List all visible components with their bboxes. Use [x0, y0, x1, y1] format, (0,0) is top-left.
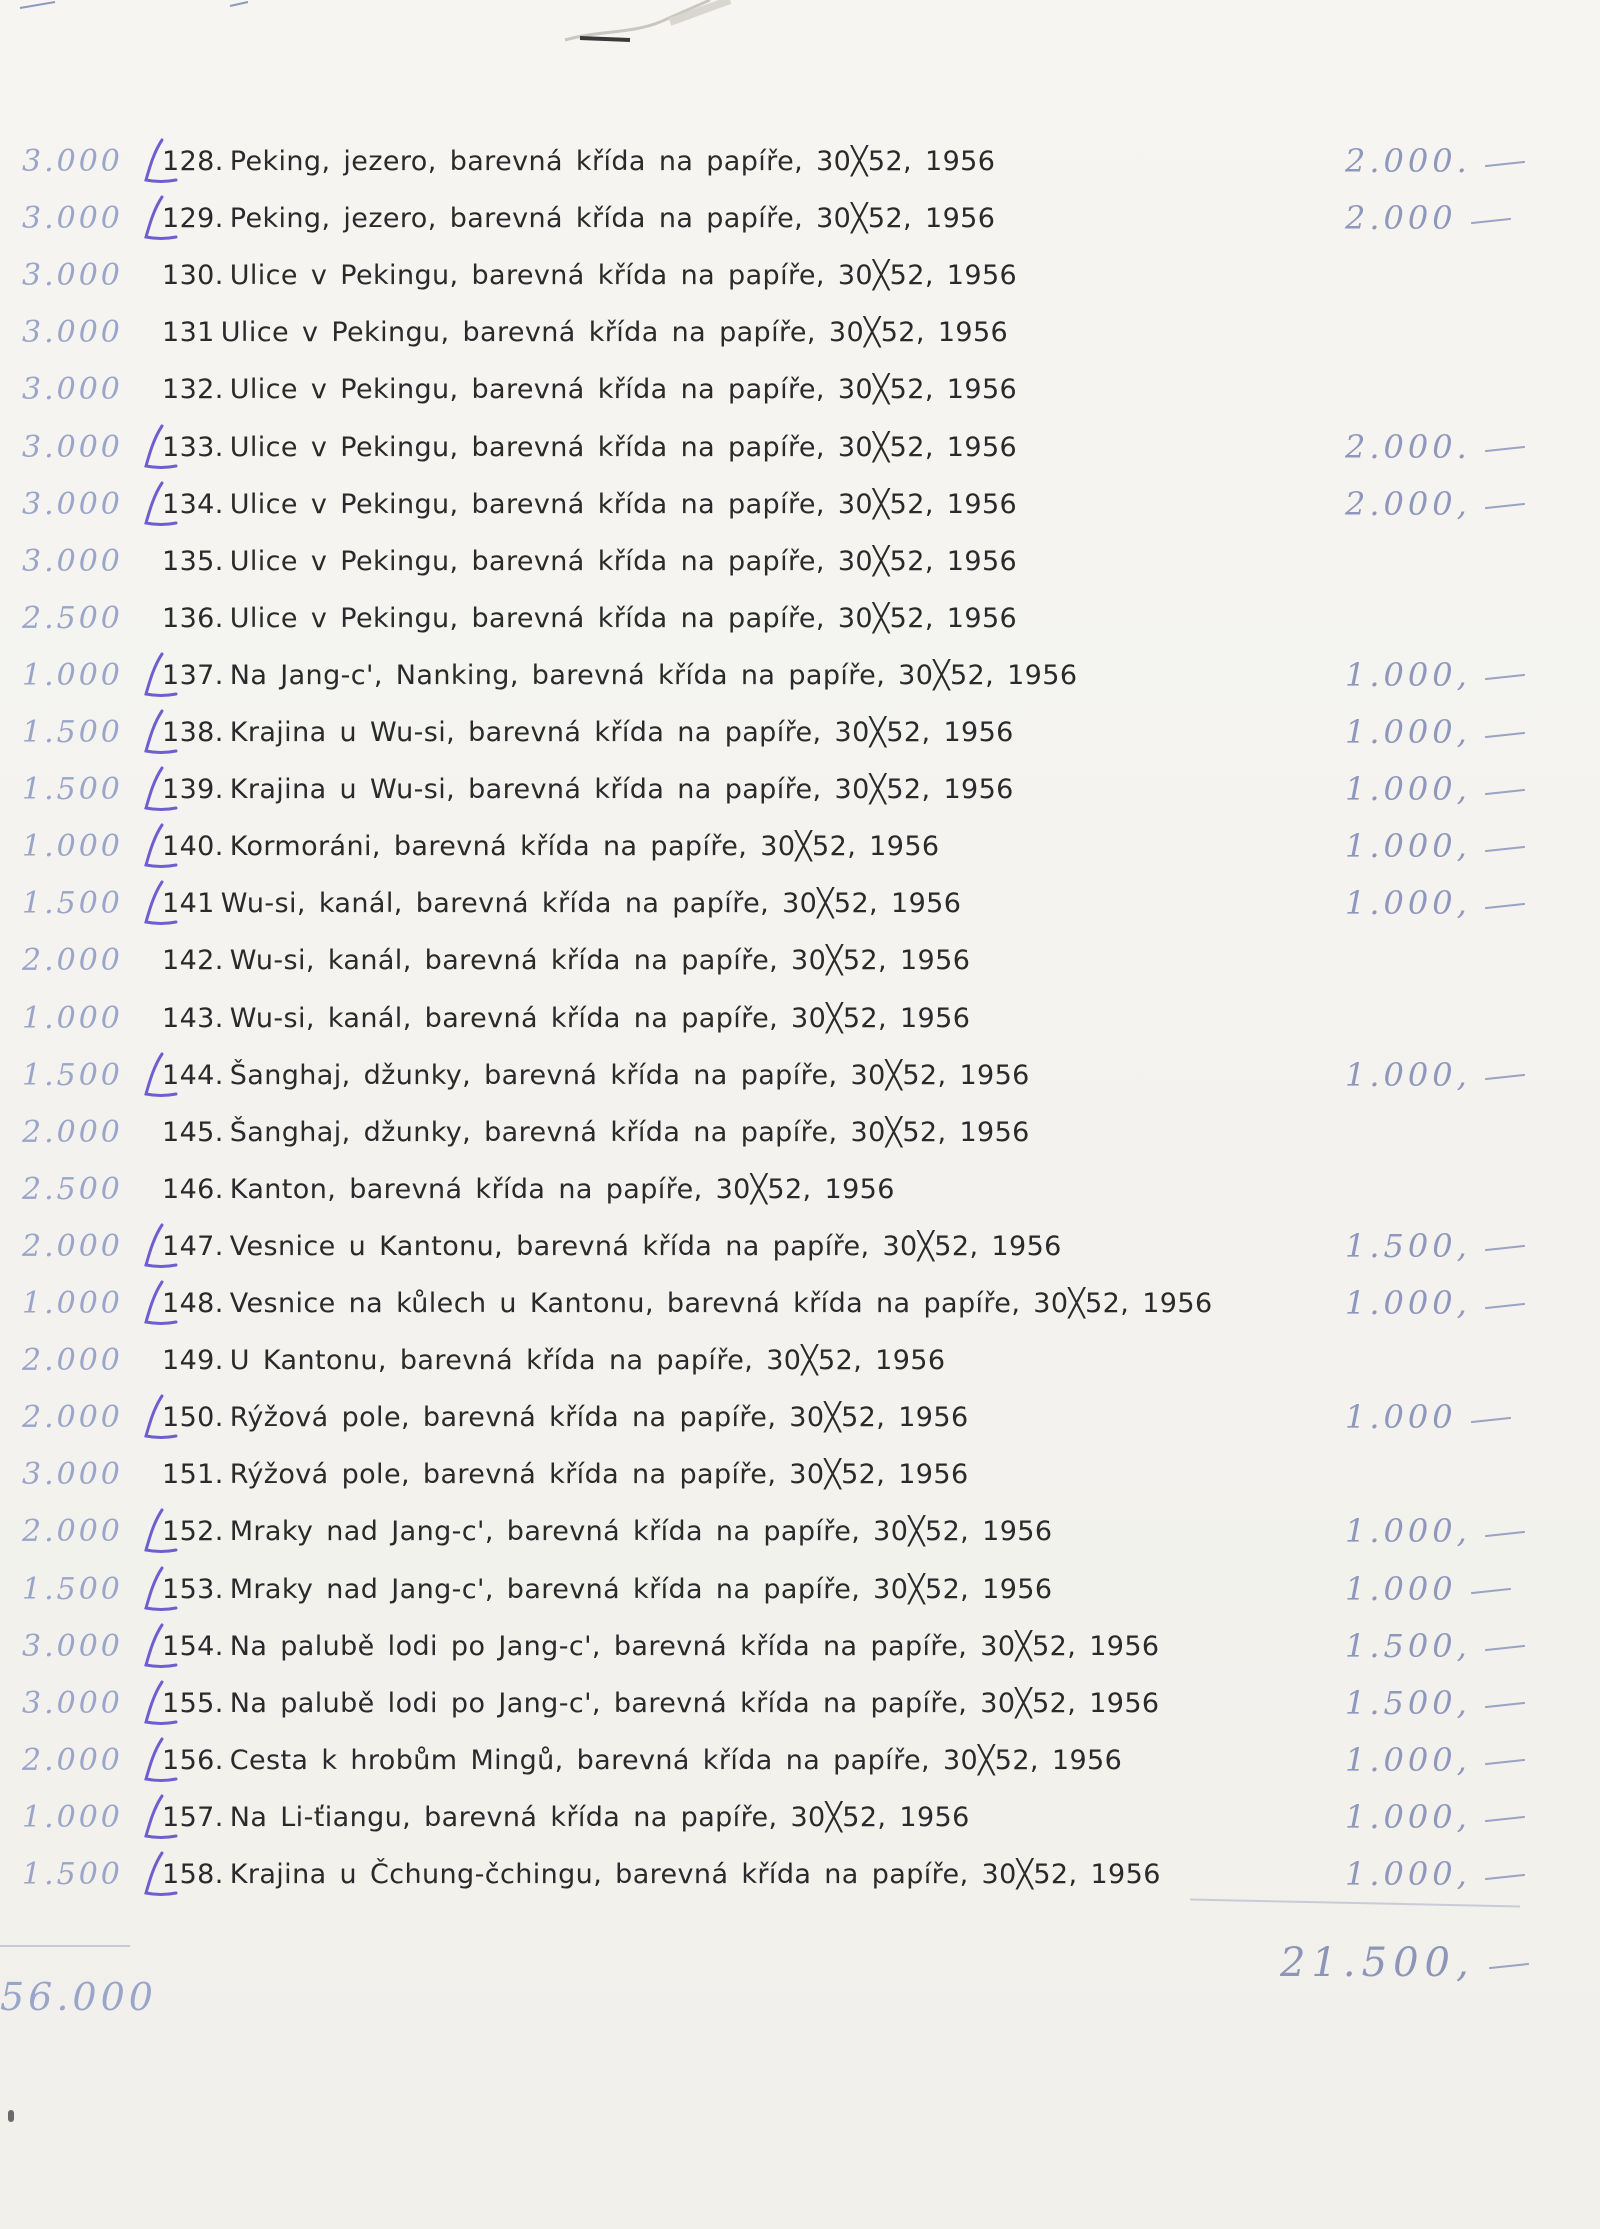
- catalog-entry: [162, 1345, 945, 1376]
- entry-number: 133.: [162, 431, 224, 463]
- catalog-entry: [162, 1174, 895, 1205]
- catalog-row: [0, 250, 1600, 307]
- catalog-entry: [162, 1003, 970, 1034]
- catalog-row: [0, 1164, 1600, 1221]
- dash-mark: [1485, 1645, 1525, 1651]
- catalog-row: [0, 1449, 1600, 1506]
- catalog-row: [0, 650, 1600, 707]
- entry-number: 129.: [162, 203, 224, 235]
- entry-text: Vesnice na kůlech u Kantonu, barevná křída na papíře, 30╳52, 1956: [229, 1288, 1213, 1319]
- entry-text: Kormoráni, barevná křída na papíře, 30╳52, 1956: [229, 831, 940, 863]
- dash-mark: [1485, 1531, 1525, 1537]
- catalog-row: [0, 1050, 1600, 1107]
- catalog-row: [0, 479, 1600, 536]
- entry-text: Ulice v Pekingu, barevná křída na papíře, 30╳52, 1956: [229, 374, 1018, 406]
- entry-text: Ulice v Pekingu, barevná křída na papíře, 30╳52, 1956: [229, 260, 1018, 292]
- price-left-handwritten: 1.500: [22, 1057, 123, 1093]
- entry-number: 155.: [162, 1687, 224, 1719]
- entry-text: Rýžová pole, barevná křída na papíře, 30╳52, 1956: [229, 1459, 969, 1491]
- price-right-value: 2.000,: [1345, 484, 1471, 523]
- catalog-row: [0, 878, 1600, 935]
- dash-mark: [1485, 846, 1525, 852]
- entry-number: 128.: [162, 146, 224, 177]
- catalog-row: [0, 1278, 1600, 1335]
- entry-number: 138.: [162, 717, 224, 748]
- entry-number: 136.: [162, 602, 224, 634]
- price-right-value: 2.000: [1345, 199, 1457, 238]
- price-right-handwritten: [1345, 142, 1545, 180]
- total-left-handwritten: 56.000: [0, 1975, 157, 2019]
- total-right-handwritten: [1280, 1940, 1529, 1986]
- price-right-handwritten: [1345, 656, 1545, 694]
- catalog-entry: [162, 432, 1017, 463]
- catalog-entry: [162, 1117, 1030, 1148]
- price-right-handwritten: [1345, 1284, 1545, 1322]
- entry-number: 150.: [162, 1402, 224, 1434]
- entry-text: Na Li-ťiangu, barevná křída na papíře, 30╳52, 1956: [229, 1801, 970, 1833]
- dash-mark: [1471, 218, 1511, 224]
- catalog-row: [0, 1221, 1600, 1278]
- entry-text: Krajina u Wu-si, barevná křída na papíře, 30╳52, 1956: [229, 717, 1014, 748]
- price-left-handwritten: 3.000: [22, 486, 123, 522]
- price-left-handwritten: 2.000: [22, 1114, 123, 1150]
- price-left-handwritten: 3.000: [22, 1457, 123, 1493]
- catalog-row: [0, 764, 1600, 821]
- catalog-row: [0, 1678, 1600, 1735]
- entry-text: Ulice v Pekingu, barevná křída na papíře, 30╳52, 1956: [229, 488, 1018, 520]
- price-left-handwritten: 2.000: [22, 1400, 123, 1436]
- catalog-row: [0, 821, 1600, 878]
- price-left-handwritten: 2.000: [22, 1228, 123, 1264]
- entry-number: 158.: [162, 1859, 224, 1890]
- entry-number: 151.: [162, 1459, 224, 1491]
- price-right-value: 1.000,: [1345, 1055, 1471, 1094]
- dash-mark: [1485, 1074, 1525, 1080]
- catalog-row: [0, 1107, 1600, 1164]
- catalog-entry: [162, 374, 1017, 405]
- price-right-value: 1.500,: [1345, 1626, 1471, 1665]
- price-right-handwritten: [1345, 1855, 1545, 1893]
- catalog-entry: [162, 888, 961, 919]
- price-left-handwritten: 3.000: [22, 372, 123, 408]
- entry-text: Vesnice u Kantonu, barevná křída na papíře, 30╳52, 1956: [229, 1230, 1062, 1262]
- catalog-entry: [162, 603, 1017, 634]
- price-right-value: 1.000: [1345, 1569, 1457, 1608]
- entry-number: 132.: [162, 374, 224, 406]
- dash-mark: [1485, 903, 1525, 909]
- price-right-handwritten: [1345, 1227, 1545, 1265]
- entry-number: 142.: [162, 945, 224, 977]
- price-right-handwritten: [1345, 713, 1545, 751]
- entry-text: Cesta k hrobům Mingů, barevná křída na papíře, 30╳52, 1956: [229, 1744, 1123, 1776]
- price-left-handwritten: 2.000: [22, 943, 123, 979]
- catalog-row: [0, 1564, 1600, 1621]
- catalog-entry: [162, 1745, 1122, 1776]
- price-right-value: 1.000,: [1345, 884, 1471, 923]
- dash-mark: [1485, 446, 1525, 452]
- entry-text: Peking, jezero, barevná křída na papíře, 30╳52, 1956: [229, 203, 996, 235]
- price-right-handwritten: [1345, 770, 1545, 808]
- price-right-value: 1.000,: [1345, 1855, 1471, 1893]
- price-left-handwritten: 1.500: [22, 772, 123, 808]
- price-right-value: 1.000,: [1345, 1740, 1471, 1779]
- catalog-row: [0, 1392, 1600, 1449]
- corner-ink-marks: [0, 0, 300, 20]
- catalog-entry: [162, 1802, 970, 1833]
- dash-mark: [1485, 1816, 1525, 1822]
- entry-text: Šanghaj, džunky, barevná křída na papíře, 30╳52, 1956: [229, 1059, 1030, 1091]
- dash-mark: [1485, 1759, 1525, 1765]
- price-left-handwritten: 3.000: [22, 315, 123, 351]
- catalog-row: [0, 1735, 1600, 1792]
- entry-number: 139.: [162, 774, 224, 806]
- price-right-handwritten: [1345, 428, 1545, 466]
- price-left-handwritten: 1.000: [22, 1799, 123, 1835]
- price-right-handwritten: [1345, 827, 1545, 865]
- catalog-entry: [162, 260, 1017, 291]
- dash-mark: [1485, 1302, 1525, 1308]
- price-right-value: 1.000: [1345, 1398, 1457, 1437]
- catalog-row: [0, 536, 1600, 593]
- catalog-entry: [162, 146, 995, 177]
- entry-number: 156.: [162, 1744, 224, 1776]
- price-right-value: 1.500,: [1345, 1683, 1471, 1722]
- price-right-handwritten: [1345, 199, 1545, 237]
- price-left-handwritten: 1.500: [22, 715, 123, 750]
- catalog-entry: [162, 717, 1014, 748]
- catalog-row: [0, 935, 1600, 992]
- entry-text: Ulice v Pekingu, barevná křída na papíře, 30╳52, 1956: [229, 545, 1018, 577]
- price-right-value: 1.000,: [1345, 1284, 1471, 1322]
- entry-number: 152.: [162, 1516, 224, 1548]
- price-left-handwritten: 2.000: [22, 1514, 123, 1550]
- entry-number: 140.: [162, 831, 224, 863]
- catalog-entry: [162, 1231, 1062, 1262]
- entry-number: 149.: [162, 1345, 224, 1377]
- catalog-row: [0, 193, 1600, 250]
- price-right-handwritten: [1345, 1056, 1545, 1094]
- price-left-handwritten: 3.000: [22, 201, 123, 237]
- entry-text: Mraky nad Jang-c', barevná křída na papíře, 30╳52, 1956: [229, 1516, 1053, 1548]
- catalog-entry: [162, 1574, 1052, 1605]
- price-left-handwritten: 3.000: [22, 543, 123, 579]
- price-left-handwritten: 2.000: [22, 1343, 123, 1379]
- price-right-handwritten: [1345, 1684, 1545, 1722]
- entry-text: Kanton, barevná křída na papíře, 30╳52, 1956: [229, 1173, 895, 1205]
- catalog-row: [0, 707, 1600, 764]
- entry-text: Krajina u Wu-si, barevná křída na papíře, 30╳52, 1956: [229, 774, 1014, 806]
- price-left-handwritten: 1.500: [22, 886, 123, 922]
- torn-paper-edge: [560, 0, 740, 50]
- entry-text: Šanghaj, džunky, barevná křída na papíře, 30╳52, 1956: [229, 1116, 1030, 1148]
- catalog-row: [0, 593, 1600, 650]
- catalog-entry: [162, 203, 995, 234]
- entry-number: 147.: [162, 1230, 224, 1262]
- catalog-entry: [162, 1516, 1052, 1547]
- catalog-entry: [162, 1459, 969, 1490]
- catalog-entry: [162, 1859, 1161, 1890]
- entry-number: 137.: [162, 659, 224, 691]
- price-left-handwritten: 1.500: [22, 1857, 123, 1892]
- price-right-value: 1.000,: [1345, 827, 1471, 866]
- price-right-handwritten: [1345, 884, 1545, 922]
- catalog-row: [0, 136, 1600, 193]
- dash-mark: [1485, 160, 1525, 166]
- entry-number: 153.: [162, 1573, 224, 1605]
- entry-number: 131: [162, 317, 215, 349]
- price-left-handwritten: 2.500: [22, 600, 123, 636]
- catalog-row: [0, 364, 1600, 421]
- catalog-entry: [162, 1402, 969, 1433]
- entry-text: Na Jang-c', Nanking, barevná křída na papíře, 30╳52, 1956: [229, 659, 1078, 691]
- entry-text: Peking, jezero, barevná křída na papíře, 30╳52, 1956: [229, 146, 996, 177]
- price-left-handwritten: 3.000: [22, 429, 123, 465]
- price-right-handwritten: [1345, 1512, 1545, 1550]
- dash-mark: [1489, 1963, 1529, 1969]
- price-left-handwritten: 3.000: [22, 1628, 123, 1664]
- entry-text: Na palubě lodi po Jang-c', barevná křída na papíře, 30╳52, 1956: [229, 1687, 1160, 1719]
- entry-number: 157.: [162, 1801, 224, 1833]
- catalog-entry: [162, 1688, 1160, 1719]
- catalog-row: [0, 1792, 1600, 1849]
- price-right-value: 2.000.: [1345, 427, 1471, 466]
- catalog-entry: [162, 774, 1014, 805]
- entry-text: Krajina u Čchung-čchingu, barevná křída na papíře, 30╳52, 1956: [229, 1859, 1161, 1890]
- price-right-value: 1.000,: [1345, 1797, 1471, 1836]
- dash-mark: [1471, 1417, 1511, 1423]
- catalog-entry: [162, 945, 970, 976]
- price-left-handwritten: 3.000: [22, 1685, 123, 1721]
- dash-mark: [1485, 789, 1525, 795]
- price-right-handwritten: [1345, 485, 1545, 523]
- entry-number: 148.: [162, 1288, 224, 1319]
- catalog-row: [0, 1849, 1600, 1906]
- catalog-row: [0, 1506, 1600, 1563]
- entry-text: Ulice v Pekingu, barevná křída na papíře, 30╳52, 1956: [220, 317, 1009, 349]
- catalog-entry: [162, 1288, 1213, 1319]
- price-left-handwritten: 1.500: [22, 1571, 123, 1607]
- dash-mark: [1471, 1588, 1511, 1594]
- price-right-value: 1.000,: [1345, 1512, 1471, 1551]
- price-left-handwritten: 3.000: [22, 144, 123, 179]
- catalog-entry: [162, 831, 940, 862]
- price-right-value: 1.000,: [1345, 713, 1471, 751]
- price-left-handwritten: 1.000: [22, 1000, 123, 1036]
- price-right-handwritten: [1345, 1741, 1545, 1779]
- entry-text: Wu-si, kanál, barevná křída na papíře, 30╳52, 1956: [220, 888, 962, 920]
- price-left-handwritten: 2.000: [22, 1742, 123, 1778]
- catalog-entry: [162, 546, 1017, 577]
- catalog-row: [0, 422, 1600, 479]
- dash-mark: [1485, 674, 1525, 680]
- price-right-handwritten: [1345, 1398, 1545, 1436]
- dash-mark: [1485, 1873, 1525, 1879]
- entry-number: 141: [162, 888, 215, 920]
- price-left-handwritten: 3.000: [22, 258, 123, 294]
- entry-text: Wu-si, kanál, barevná křída na papíře, 30╳52, 1956: [229, 1002, 971, 1034]
- entry-text: Mraky nad Jang-c', barevná křída na papíře, 30╳52, 1956: [229, 1573, 1053, 1605]
- entry-text: Ulice v Pekingu, barevná křída na papíře, 30╳52, 1956: [229, 431, 1018, 463]
- catalog-entry: [162, 660, 1077, 691]
- entry-text: Wu-si, kanál, barevná křída na papíře, 30╳52, 1956: [229, 945, 971, 977]
- price-right-value: 1.000,: [1345, 655, 1471, 694]
- entry-number: 135.: [162, 545, 224, 577]
- price-right-handwritten: [1345, 1798, 1545, 1836]
- entry-number: 154.: [162, 1630, 224, 1662]
- entry-text: Ulice v Pekingu, barevná křída na papíře, 30╳52, 1956: [229, 602, 1018, 634]
- price-right-handwritten: [1345, 1627, 1545, 1665]
- catalog-row: [0, 1621, 1600, 1678]
- paper-speck: [8, 2110, 14, 2122]
- entry-number: 134.: [162, 488, 224, 520]
- catalog-row: [0, 307, 1600, 364]
- price-right-value: 2.000.: [1345, 142, 1471, 180]
- entry-text: Na palubě lodi po Jang-c', barevná křída na papíře, 30╳52, 1956: [229, 1630, 1160, 1662]
- catalog-entry: [162, 1060, 1030, 1091]
- entry-text: Rýžová pole, barevná křída na papíře, 30╳52, 1956: [229, 1402, 969, 1434]
- entry-number: 145.: [162, 1116, 224, 1148]
- catalog-row: [0, 993, 1600, 1050]
- catalog-entry: [162, 1631, 1160, 1662]
- catalog-row: [0, 1335, 1600, 1392]
- catalog-entry: [162, 317, 1008, 348]
- price-left-handwritten: 1.000: [22, 829, 123, 865]
- price-right-value: 1.000,: [1345, 770, 1471, 809]
- left-sum-line: [0, 1945, 130, 1947]
- entry-text: U Kantonu, barevná křída na papíře, 30╳52, 1956: [229, 1345, 946, 1377]
- total-right-value: 21.500,: [1280, 1940, 1475, 1986]
- dash-mark: [1485, 731, 1525, 737]
- catalog-entry: [162, 489, 1017, 520]
- entry-number: 146.: [162, 1173, 224, 1205]
- price-right-value: 1.500,: [1345, 1226, 1471, 1265]
- dash-mark: [1485, 503, 1525, 509]
- entry-number: 143.: [162, 1002, 224, 1034]
- dash-mark: [1485, 1245, 1525, 1251]
- price-right-handwritten: [1345, 1570, 1545, 1608]
- entry-number: 144.: [162, 1059, 224, 1091]
- entry-number: 130.: [162, 260, 224, 292]
- price-left-handwritten: 2.500: [22, 1171, 123, 1207]
- price-left-handwritten: 1.000: [22, 657, 123, 693]
- price-left-handwritten: 1.000: [22, 1286, 123, 1321]
- dash-mark: [1485, 1702, 1525, 1708]
